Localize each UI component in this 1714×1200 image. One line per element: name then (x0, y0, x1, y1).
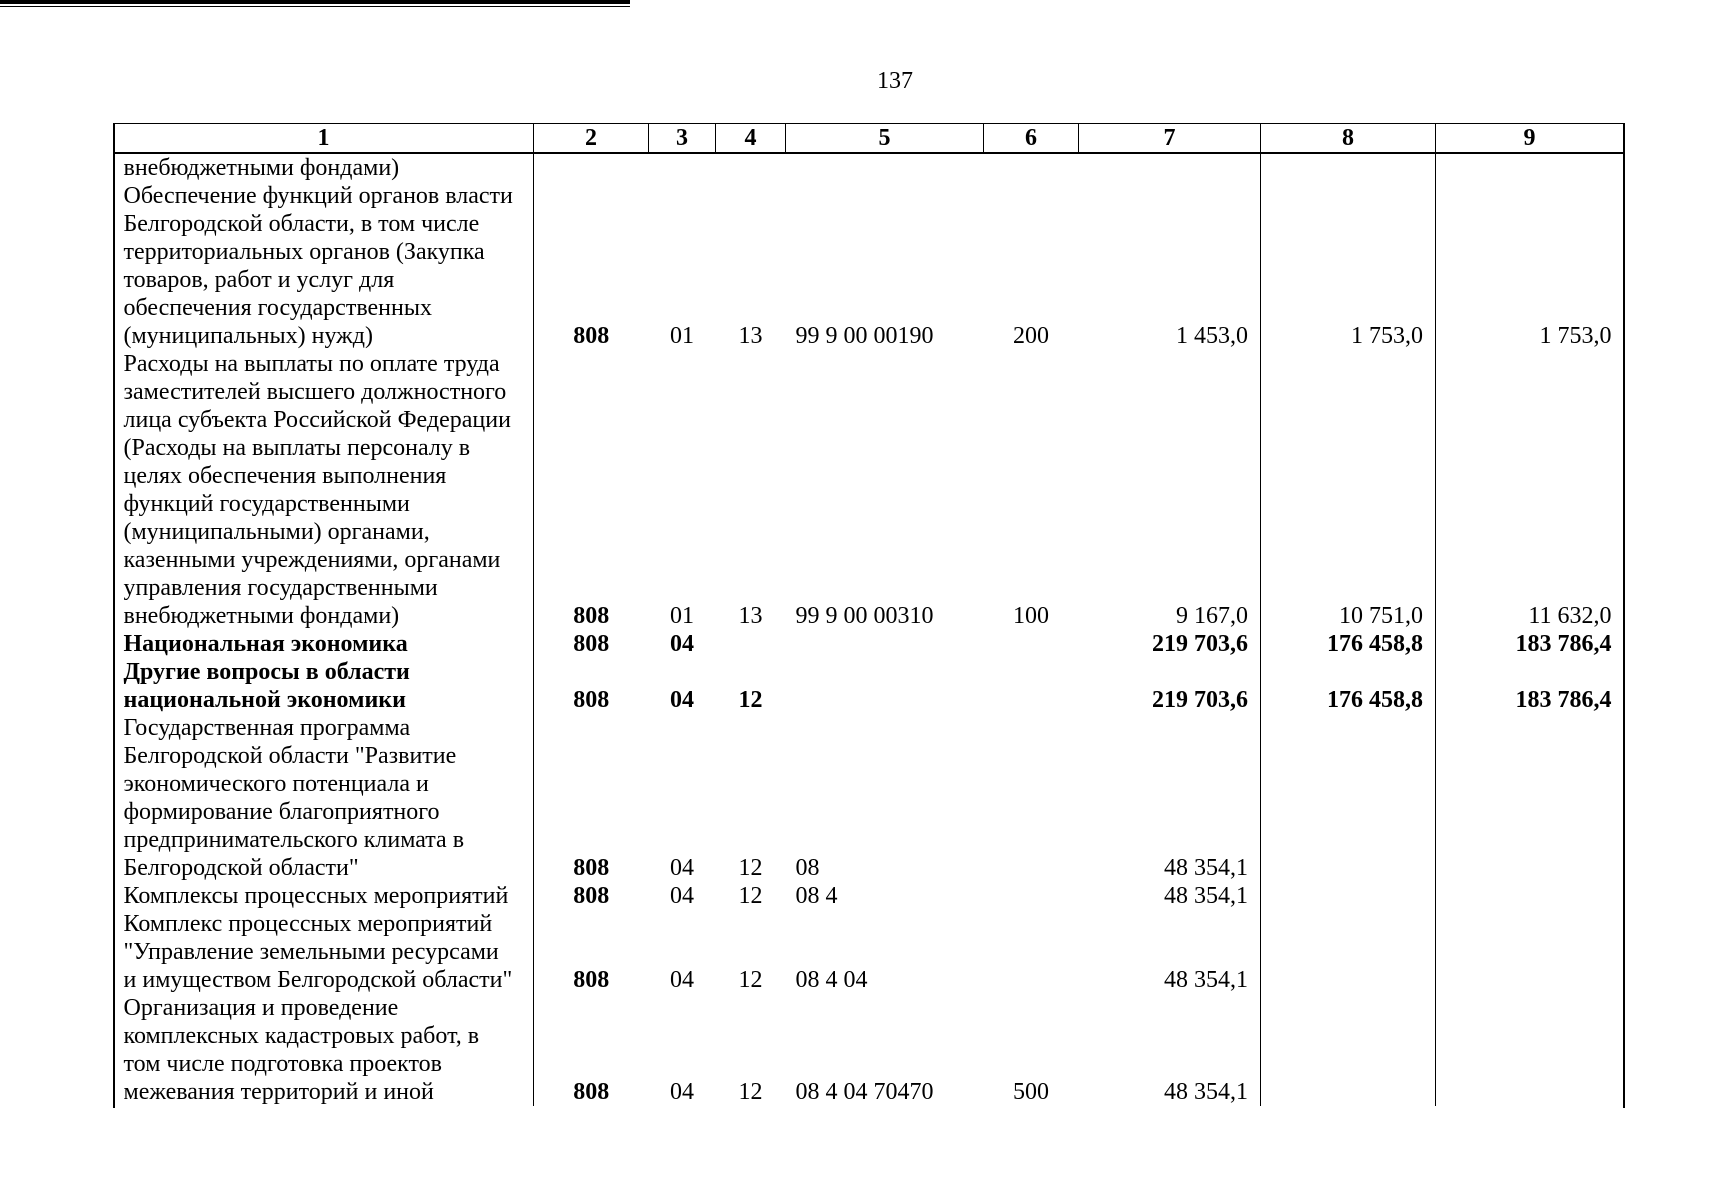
amount-col9: 183 786,4 (1515, 631, 1612, 657)
subsection-code: 12 (738, 855, 763, 881)
ministry-code: 808 (573, 631, 610, 657)
amount-col7: 48 354,1 (1079, 910, 1261, 994)
row-description (114, 714, 534, 882)
description-line: Белгородской области, в том числе (123, 211, 480, 237)
column-header-2: 2 (534, 124, 649, 154)
amount-col8 (1261, 153, 1436, 182)
ministry-code (534, 153, 649, 182)
amount-col7: 1 453,0 (1079, 182, 1261, 350)
target-article (786, 630, 984, 658)
budget-table (113, 123, 1624, 1106)
expense-type (984, 658, 1079, 714)
expense-type (984, 630, 1079, 658)
section-code: 04 (670, 967, 694, 993)
subsection-code: 13 (738, 603, 763, 629)
target-article (786, 153, 984, 182)
target-article: 08 4 04 (795, 967, 868, 993)
description-line: Комплекс процессных мероприятий (123, 911, 493, 937)
description-line: лица субъекта Российской Федерации (123, 407, 511, 433)
amount-col9 (1436, 882, 1624, 910)
row-description (114, 182, 534, 350)
section-code: 04 (670, 855, 694, 881)
amount-col7: 48 354,1 (1079, 882, 1261, 910)
subsection-code (716, 630, 786, 658)
amount-col9 (1436, 153, 1624, 182)
target-article: 08 4 04 70470 (795, 1079, 934, 1105)
target-article: 08 4 (795, 883, 838, 909)
table-row (114, 994, 1624, 1106)
row-description (114, 882, 534, 910)
ministry-code: 808 (573, 323, 610, 349)
ministry-code: 808 (573, 967, 610, 993)
ministry-code: 808 (573, 883, 610, 909)
description-line: внебюджетными фондами) (123, 155, 400, 181)
description-line: комплексных кадастровых работ, в (123, 1023, 480, 1049)
description-line: (Расходы на выплаты персоналу в (123, 435, 471, 461)
description-line: Государственная программа (123, 715, 411, 741)
row-description (114, 910, 534, 994)
page-number: 137 (877, 68, 913, 94)
description-line: обеспечения государственных (123, 295, 432, 321)
expense-type: 100 (1013, 603, 1049, 629)
amount-col9 (1436, 994, 1624, 1106)
description-line: управления государственными (123, 575, 438, 601)
row-description (114, 630, 534, 658)
row-description (114, 350, 534, 630)
column-header-6: 6 (984, 124, 1079, 154)
column-header-4: 4 (716, 124, 786, 154)
row-description (114, 153, 534, 182)
amount-col7: 219 703,6 (1079, 630, 1261, 658)
table-row (114, 182, 1624, 350)
amount-col7: 219 703,6 (1079, 658, 1261, 714)
subsection-code (716, 153, 786, 182)
top-rule-thin (0, 6, 630, 7)
subsection-code: 12 (738, 967, 763, 993)
column-header-8: 8 (1261, 124, 1436, 154)
section-code: 01 (670, 323, 694, 349)
column-header-7: 7 (1079, 124, 1261, 154)
expense-type (984, 714, 1079, 882)
top-rule (0, 0, 630, 4)
column-header-5: 5 (786, 124, 984, 154)
target-article: 99 9 00 00190 (795, 323, 934, 349)
description-line: функций государственными (123, 491, 410, 517)
description-line: предпринимательского климата в (123, 827, 465, 853)
description-line: Другие вопросы в области (123, 659, 410, 685)
description-line: Организация и проведение (123, 995, 399, 1021)
amount-col7: 9 167,0 (1079, 350, 1261, 630)
table-body (114, 153, 1624, 1106)
description-line: (муниципальных) нужд) (123, 323, 373, 349)
amount-col8 (1261, 714, 1436, 882)
description-line: Белгородской области "Развитие (123, 743, 457, 769)
description-line: том числе подготовка проектов (123, 1051, 442, 1077)
column-header-9: 9 (1436, 124, 1624, 154)
amount-col8 (1261, 910, 1436, 994)
amount-col7: 48 354,1 (1079, 994, 1261, 1106)
ministry-code: 808 (573, 687, 610, 713)
section-code: 01 (670, 603, 694, 629)
table-row (114, 882, 1624, 910)
description-line: казенными учреждениями, органами (123, 547, 501, 573)
description-line: (муниципальными) органами, (123, 519, 430, 545)
section-code: 04 (670, 1079, 694, 1105)
amount-col8: 1 753,0 (1261, 182, 1436, 350)
expense-type: 200 (1013, 323, 1049, 349)
description-line: экономического потенциала и (123, 771, 429, 797)
description-line: целях обеспечения выполнения (123, 463, 447, 489)
amount-col8: 10 751,0 (1261, 350, 1436, 630)
subsection-code: 12 (738, 883, 763, 909)
subsection-code: 12 (738, 687, 763, 713)
expense-type (984, 910, 1079, 994)
description-line: межевания территорий и иной (123, 1079, 434, 1105)
table-row (114, 658, 1624, 714)
amount-col8 (1261, 994, 1436, 1106)
description-line: "Управление земельными ресурсами (123, 939, 499, 965)
table-row (114, 630, 1624, 658)
description-line: формирование благоприятного (123, 799, 440, 825)
description-line: территориальных органов (Закупка (123, 239, 485, 265)
amount-col9: 183 786,4 (1515, 687, 1612, 713)
description-line: внебюджетными фондами) (123, 603, 400, 629)
description-line: и имуществом Белгородской области" (123, 967, 513, 993)
description-line: Национальная экономика (123, 631, 408, 657)
target-article (786, 658, 984, 714)
amount-col8: 176 458,8 (1261, 630, 1436, 658)
table-row (114, 714, 1624, 882)
amount-col9 (1436, 910, 1624, 994)
expense-type (984, 153, 1079, 182)
header-row (114, 124, 1624, 154)
amount-col7: 48 354,1 (1079, 714, 1261, 882)
table-row (114, 153, 1624, 182)
target-article: 08 (795, 855, 820, 881)
amount-col8 (1261, 882, 1436, 910)
section-code: 04 (670, 631, 694, 657)
subsection-code: 13 (738, 323, 763, 349)
expense-type: 500 (1013, 1079, 1049, 1105)
expense-type (984, 882, 1079, 910)
row-description (114, 658, 534, 714)
ministry-code: 808 (573, 1079, 610, 1105)
section-code (649, 153, 716, 182)
ministry-code: 808 (573, 603, 610, 629)
description-line: Комплексы процессных мероприятий (123, 883, 509, 909)
description-line: заместителей высшего должностного (123, 379, 507, 405)
amount-col7 (1079, 153, 1261, 182)
description-line: Белгородской области" (123, 855, 359, 881)
subsection-code: 12 (738, 1079, 763, 1105)
amount-col9: 11 632,0 (1528, 603, 1612, 629)
description-line: Расходы на выплаты по оплате труда (123, 351, 500, 377)
section-code: 04 (670, 687, 694, 713)
table-row (114, 910, 1624, 994)
ministry-code: 808 (573, 855, 610, 881)
description-line: национальной экономики (123, 687, 406, 713)
row-description (114, 994, 534, 1106)
description-line: Обеспечение функций органов власти (123, 183, 513, 209)
amount-col8: 176 458,8 (1261, 658, 1436, 714)
column-header-3: 3 (649, 124, 716, 154)
amount-col9: 1 753,0 (1539, 323, 1612, 349)
amount-col9 (1436, 714, 1624, 882)
section-code: 04 (670, 883, 694, 909)
column-header-1: 1 (114, 124, 534, 154)
description-line: товаров, работ и услуг для (123, 267, 395, 293)
table-row (114, 350, 1624, 630)
target-article: 99 9 00 00310 (795, 603, 934, 629)
